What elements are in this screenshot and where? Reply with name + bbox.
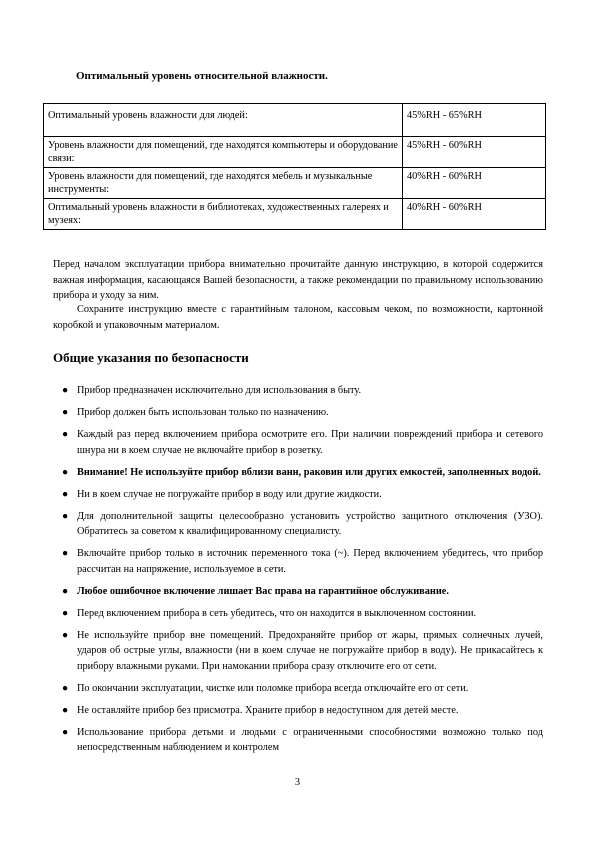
table-row	[44, 104, 546, 137]
bullet-icon: ●	[62, 726, 69, 738]
list-item: ● Прибор должен быть использован только по назначению.	[53, 405, 543, 421]
list-item: ● Не оставляйте прибор без присмотра. Храните прибор в недоступном для детей месте.	[53, 703, 543, 719]
table-cell-label: Уровень влажности для помещений, где находятся компьютеры и оборудование связи:	[44, 137, 403, 168]
humidity-table	[43, 103, 546, 230]
table-row	[44, 199, 546, 230]
humidity-section-title: Оптимальный уровень относительной влажности.	[76, 70, 328, 82]
table-cell-label: Уровень влажности для помещений, где находятся мебель и музыкальные инструменты:	[44, 168, 403, 199]
list-item: ● Каждый раз перед включением прибора осмотрите его. При наличии повреждений прибора и сетевого шнура ни в коем случае не включайте прибор в розетку.	[62, 429, 543, 456]
table-cell-label: Оптимальный уровень влажности в библиотеках, художественных галереях и музеях:	[44, 199, 403, 230]
bullet-icon: ●	[62, 607, 69, 619]
bullet-icon: ●	[62, 585, 69, 597]
bullet-icon: ●	[62, 407, 69, 418]
table-cell-value: 45%RH - 60%RH	[403, 137, 546, 168]
list-item: ● Не используйте прибор вне помещений. Предохраняйте прибор от жары, прямых солнечных лучей, ударов об острые углы, влажности (ни в коем случае не погружайте прибор в воду). Не прикасайтесь к прибору влажными руками. При намокании прибора сразу отключите его от сети.	[62, 629, 543, 672]
list-item: ● Прибор предназначен исключительно для использования в быту.	[53, 383, 543, 399]
bullet-icon: ●	[62, 704, 69, 716]
list-item: ● По окончании эксплуатации, чистке или поломке прибора всегда отключайте его от сети.	[53, 681, 543, 697]
table-cell-value: 45%RH - 65%RH	[403, 104, 546, 137]
safety-list	[53, 383, 543, 762]
page-number: 3	[294, 777, 301, 788]
table-row	[44, 168, 546, 199]
table-cell-value: 40%RH - 60%RH	[403, 199, 546, 230]
list-item: ● Ни в коем случае не погружайте прибор в воду или другие жидкости.	[53, 487, 543, 503]
table-cell-label: Оптимальный уровень влажности для людей:	[44, 104, 403, 137]
list-item: ● Включайте прибор только в источник переменного тока (~). Перед включением убедитесь, что прибор рассчитан на напряжение, используемое в сети.	[62, 548, 543, 575]
bullet-icon: ●	[62, 488, 69, 500]
list-item: ● Использование прибора детьми и людьми с ограниченными способностями возможно только под непосредственным наблюдением и контролем	[62, 726, 543, 753]
safety-section-title: Общие указания по безопасности	[53, 350, 249, 365]
bullet-icon: ●	[62, 385, 69, 396]
list-item-warning: ● Любое ошибочное включение лишает Вас права на гарантийное обслуживание.	[53, 584, 543, 600]
intro-paragraph: Перед началом эксплуатации прибора внимательно прочитайте данную инструкцию, в которой содержится важная информация, касающаяся Вашей безопасности, а также рекомендации по правильному использованию прибора и уходу за ним.	[53, 259, 543, 301]
bullet-icon: ●	[62, 466, 69, 478]
table-cell-value: 40%RH - 60%RH	[403, 168, 546, 199]
keep-instructions-paragraph: Сохраните инструкцию вместе с гарантийным талоном, кассовым чеком, по возможности, картонной коробкой и упаковочным материалом.	[53, 304, 543, 331]
bullet-icon: ●	[62, 429, 69, 440]
list-item-warning: ● Внимание! Не используйте прибор вблизи ванн, раковин или других емкостей, заполненных водой.	[53, 465, 543, 481]
bullet-icon: ●	[62, 629, 69, 641]
bullet-icon: ●	[62, 548, 69, 559]
bullet-icon: ●	[62, 682, 69, 694]
list-item: ● Для дополнительной защиты целесообразно установить устройство защитного отключения (УЗО). Обратитесь за советом к квалифицированному специалисту.	[62, 510, 543, 537]
bullet-icon: ●	[62, 510, 69, 522]
list-item: ● Перед включением прибора в сеть убедитесь, что он находится в выключенном состоянии.	[53, 606, 543, 622]
table-row	[44, 137, 546, 168]
